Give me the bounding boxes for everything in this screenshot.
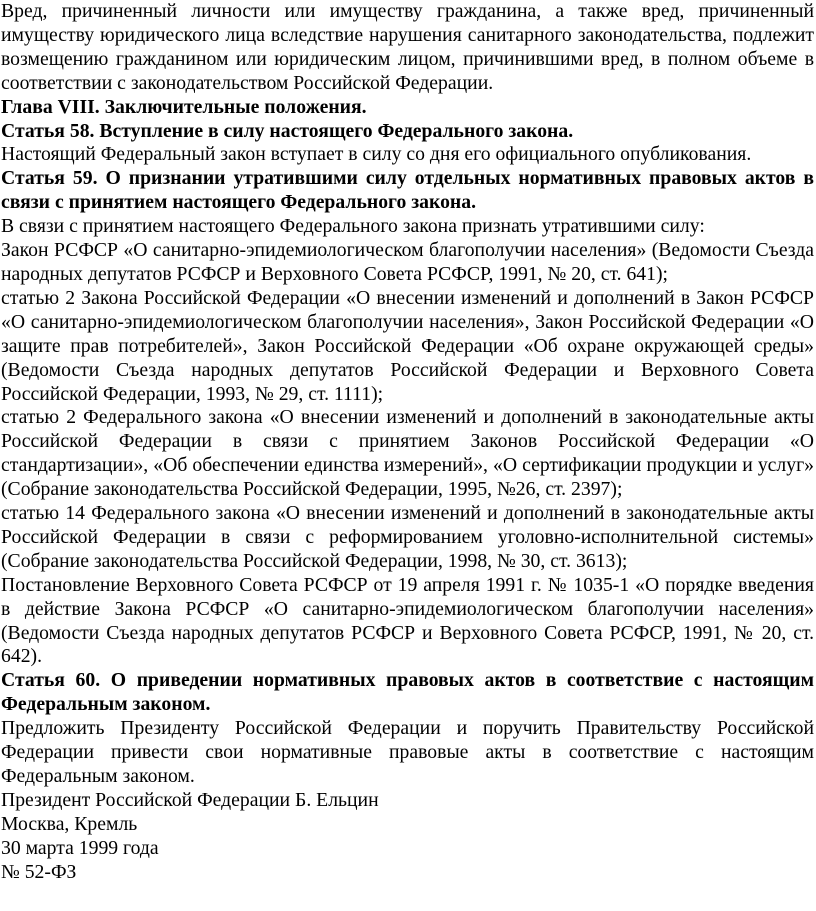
article-59-item-1: Закон РСФСР «О санитарно-эпидемиологическом благополучии населения» (Ведомости Съезда народных депутатов РСФСР и Верховного Совета РСФСР, 1991, № 20, ст. 641); bbox=[1, 239, 814, 285]
article-59-item-4: статью 14 Федерального закона «О внесении изменений и дополнений в законодательные акты Российской Федерации в связи с реформированием уголовно-исполнительной системы» (Собрание законодательства Российской Федерации, 1998, № 30, ст. 3613); bbox=[1, 502, 814, 572]
paragraph-damage-compensation: Вред, причиненный личности или имуществу гражданина, а также вред, причиненный имуществу юридического лица вследствие нарушения санитарного законодательства, подлежит возмещению гражданином или юридическим лицом, причинившими вред, в полном объеме в соответствии с законодательством Российской Федерации. bbox=[1, 0, 814, 94]
article-59-item-5: Постановление Верховного Совета РСФСР от 19 апреля 1991 г. № 1035-1 «О порядке введения в действие Закона РСФСР «О санитарно-эпидемиологическом благополучии населения» (Ведомости Съезда народных депутатов РСФСР и Верховного Совета РСФСР, 1991, № 20, ст. 642). bbox=[1, 573, 814, 668]
article-59-intro: В связи с принятием настоящего Федерального закона признать утратившими силу: bbox=[1, 215, 705, 238]
article-60-heading: Статья 60. О приведении нормативных правовых актов в соответствие с настоящим Федеральным законом. bbox=[1, 669, 814, 716]
signature-president: Президент Российской Федерации Б. Ельцин bbox=[1, 788, 379, 811]
signature-place: Москва, Кремль bbox=[1, 812, 138, 835]
signature-date: 30 марта 1999 года bbox=[1, 836, 159, 859]
article-59-item-2: статью 2 Закона Российской Федерации «О внесении изменений и дополнений в Закон РСФСР «О санитарно-эпидемиологическом благополучии населения», Закон Российской Федерации «О защите прав потребителей», Закон Российской Федерации «Об охране окружающей среды» (Ведомости Съезда народных депутатов Российской Федерации и Верховного Совета Российской Федерации, 1993, № 29, ст. 1111); bbox=[1, 286, 814, 405]
article-59-item-3: статью 2 Федерального закона «О внесении изменений и дополнений в законодательные акты Российской Федерации в связи с принятием Законов Российской Федерации «О стандартизации», «Об обеспечении единства измерений», «О сертификации продукции и услуг» (Собрание законодательства Российской Федерации, 1995, №26, ст. 2397); bbox=[1, 406, 814, 501]
article-60-text: Предложить Президенту Российской Федерации и поручить Правительству Российской Федерации привести свои нормативные правовые акты в соответствие с настоящим Федеральным законом. bbox=[1, 717, 814, 787]
article-58-text: Настоящий Федеральный закон вступает в силу со дня его официального опубликования. bbox=[1, 143, 752, 166]
chapter-8-heading: Глава VIII. Заключительные положения. bbox=[1, 95, 367, 118]
article-58-heading: Статья 58. Вступление в силу настоящего Федерального закона. bbox=[1, 119, 574, 142]
law-number: № 52-ФЗ bbox=[1, 860, 77, 883]
article-59-heading: Статья 59. О признании утратившими силу отдельных нормативных правовых актов в связи с принятием настоящего Федерального закона. bbox=[1, 167, 814, 214]
